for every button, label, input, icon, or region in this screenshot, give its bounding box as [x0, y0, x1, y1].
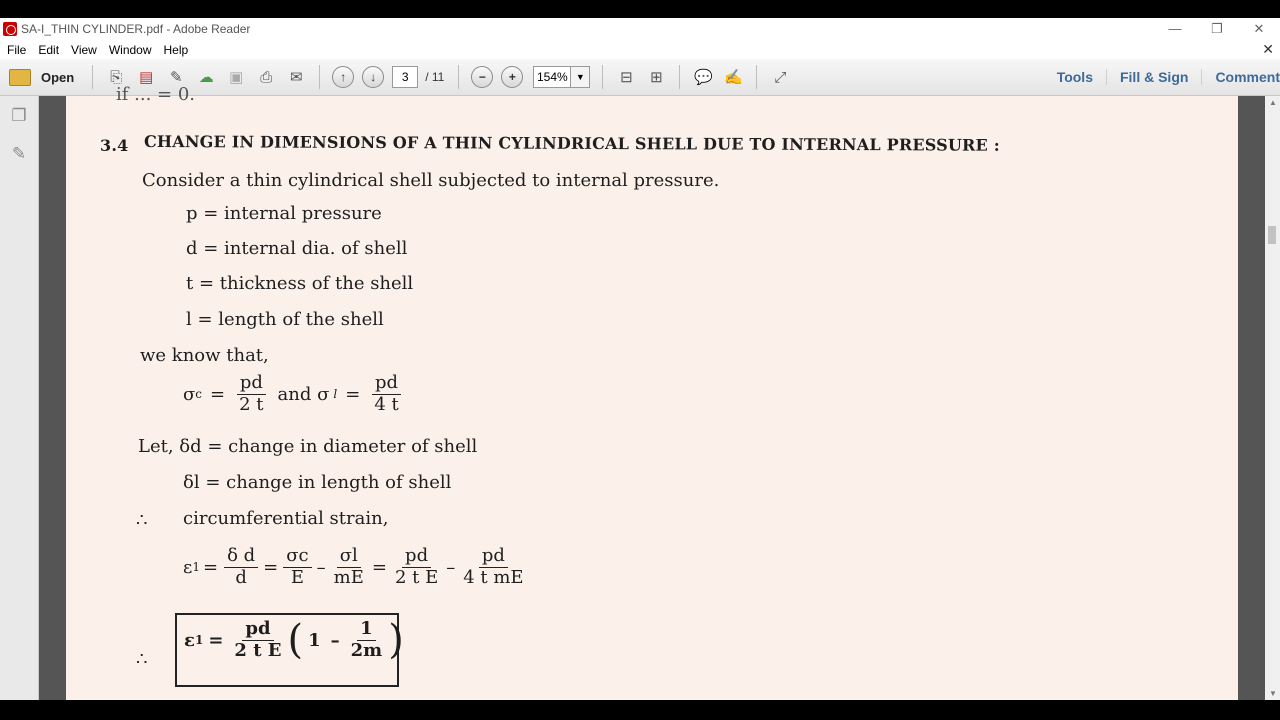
numerator: 1	[357, 619, 376, 641]
minus-sign: –	[330, 629, 340, 651]
equals-sign: =	[210, 383, 226, 405]
denominator: 4 t mE	[463, 566, 524, 588]
numerator: pd	[242, 619, 273, 641]
window-titlebar	[0, 18, 1280, 40]
numerator: σc	[283, 546, 311, 568]
numerator: σl	[337, 546, 361, 568]
equals-sign: =	[263, 556, 279, 578]
save-icon[interactable]: ▣	[229, 69, 244, 86]
numerator: δ d	[224, 546, 258, 568]
numerator: pd	[402, 546, 431, 568]
menu-help[interactable]: Help	[163, 42, 189, 57]
denominator: 4 t	[374, 393, 399, 415]
therefore-symbol-2: ∴	[136, 649, 148, 670]
pdf-page	[66, 84, 1238, 700]
intro-text: Consider a thin cylindrical shell subjected to internal pressure.	[142, 170, 720, 191]
open-label: Open	[41, 69, 75, 85]
page-total: / 11	[425, 70, 445, 84]
zoom-dropdown-chevron-icon[interactable]: ▼	[571, 66, 590, 88]
fit-page-icon[interactable]: ⊟	[620, 69, 633, 86]
and-sigma-l: and σ	[277, 383, 330, 405]
navigation-panel	[0, 96, 39, 700]
close-window-button[interactable]: ✕	[1253, 21, 1265, 36]
fraction-pd-2te-boxed	[231, 619, 284, 661]
sigma-c: σ	[183, 383, 196, 405]
denominator: 2 t	[239, 393, 264, 415]
fraction-pd-4t	[371, 373, 401, 415]
equals-sign: =	[345, 383, 361, 405]
numerator: pd	[372, 373, 401, 395]
menu-edit[interactable]: Edit	[38, 42, 60, 57]
menu-bar	[0, 40, 1280, 59]
equals-sign: =	[202, 556, 219, 578]
circumferential-strain-label: circumferential strain,	[183, 508, 389, 529]
equals-sign: =	[371, 556, 387, 578]
toolbar-separator	[319, 65, 320, 89]
fraction-dd-d	[224, 546, 258, 588]
denominator: 2m	[350, 639, 383, 661]
numerator: pd	[237, 373, 266, 395]
therefore-symbol: ∴	[136, 510, 148, 531]
highlight-icon[interactable]: ✍	[724, 69, 743, 86]
equals-sign: =	[208, 629, 224, 651]
let-change-diameter: Let, δd = change in diameter of shell	[138, 436, 478, 457]
open-paren: (	[287, 617, 304, 664]
pages-icon[interactable]: ❐	[11, 106, 27, 125]
open-button[interactable]	[9, 69, 74, 86]
full-screen-icon[interactable]: ⤢	[774, 68, 787, 86]
denominator: mE	[333, 566, 364, 588]
sigma-c-sub: c	[195, 387, 203, 402]
boxed-equation	[184, 617, 404, 664]
restore-button[interactable]: ❐	[1211, 21, 1223, 36]
toolbar-separator	[679, 65, 680, 89]
menu-window[interactable]: Window	[108, 42, 152, 57]
one: 1	[308, 629, 321, 651]
fraction-pd-4tme	[460, 546, 526, 588]
epsilon: ε	[183, 556, 193, 578]
definition-l: l = length of the shell	[186, 309, 384, 330]
print-icon[interactable]: ⎙	[260, 68, 273, 86]
fraction-pd-2t	[236, 373, 266, 415]
arrow-down-icon: ↓	[362, 66, 384, 88]
toolbar-separator	[602, 65, 603, 89]
fraction-pd-2te	[392, 546, 441, 588]
previous-page-button[interactable]	[332, 66, 354, 88]
denominator: E	[290, 566, 304, 588]
denominator: 2 t E	[394, 566, 439, 588]
fraction-sc-e	[283, 546, 311, 588]
section-number: 3.4	[100, 136, 129, 155]
menu-file[interactable]: File	[7, 42, 27, 57]
close-paren: )	[388, 617, 404, 664]
menu-view[interactable]: View	[71, 42, 97, 57]
document-viewer[interactable]	[39, 84, 1265, 700]
fraction-1-2m	[348, 619, 386, 661]
page-number-input[interactable]: 3	[392, 66, 418, 88]
plus-icon: +	[501, 66, 523, 88]
scroll-down-icon[interactable]: ▼	[1269, 689, 1277, 698]
definition-d: d = internal dia. of shell	[186, 238, 408, 259]
minus-sign: –	[316, 556, 326, 578]
denominator: 2 t E	[234, 639, 282, 661]
next-page-button[interactable]	[362, 66, 384, 88]
we-know-text: we know that,	[140, 345, 269, 366]
stress-equations	[183, 373, 405, 415]
definition-p: p = internal pressure	[186, 203, 382, 224]
vertical-scrollbar[interactable]	[1265, 96, 1280, 700]
toolbar-separator	[458, 65, 459, 89]
scroll-thumb[interactable]	[1268, 226, 1276, 244]
minus-sign: –	[446, 556, 456, 578]
change-length: δl = change in length of shell	[183, 472, 452, 493]
minus-icon: −	[471, 66, 493, 88]
minimize-button[interactable]: —	[1168, 21, 1182, 36]
close-document-icon[interactable]: ✕	[1262, 41, 1274, 57]
bottom-black-strip	[0, 700, 1280, 720]
fill-sign-link[interactable]: Fill & Sign	[1106, 69, 1201, 85]
denominator: d	[235, 566, 247, 588]
sigma-l-sub: l	[333, 387, 338, 402]
strain-equation	[183, 546, 530, 588]
epsilon-sub: 1	[192, 560, 200, 575]
clipped-line: if ... = 0.	[116, 84, 196, 105]
attachment-paperclip-icon[interactable]: ✎	[11, 144, 27, 163]
fraction-sl-me	[331, 546, 367, 588]
arrow-up-icon: ↑	[332, 66, 354, 88]
folder-icon	[9, 69, 31, 86]
upload-cloud-icon[interactable]: ☁	[198, 69, 214, 86]
epsilon-sub: 1	[194, 633, 204, 648]
pdf-app-icon	[3, 22, 17, 36]
edit-pdf-icon[interactable]: ✎	[169, 69, 183, 86]
fit-width-icon[interactable]: ⊞	[650, 69, 663, 86]
comment-link[interactable]: Comment	[1201, 69, 1280, 85]
scroll-up-icon[interactable]: ▲	[1269, 98, 1277, 107]
email-icon[interactable]: ✉	[289, 69, 303, 86]
window-title: SA-I_THIN CYLINDER.pdf - Adobe Reader	[21, 22, 251, 36]
top-black-strip	[0, 0, 1280, 18]
tools-link[interactable]: Tools	[1056, 69, 1093, 85]
numerator: pd	[479, 546, 508, 568]
comment-bubble-icon[interactable]: 💬	[694, 69, 713, 86]
toolbar-separator	[756, 65, 757, 89]
zoom-in-button[interactable]	[501, 66, 523, 88]
zoom-level-input[interactable]: 154%	[533, 66, 571, 88]
toolbar-separator	[92, 65, 93, 89]
definition-t: t = thickness of the shell	[186, 273, 414, 294]
zoom-out-button[interactable]	[471, 66, 493, 88]
epsilon: ε	[184, 629, 195, 651]
section-title: CHANGE IN DIMENSIONS OF A THIN CYLINDRICAL SHELL DUE TO INTERNAL PRESSURE :	[143, 132, 1000, 155]
create-pdf-icon[interactable]: ⎘	[110, 68, 123, 86]
export-pdf-icon[interactable]: ▤	[139, 69, 154, 86]
